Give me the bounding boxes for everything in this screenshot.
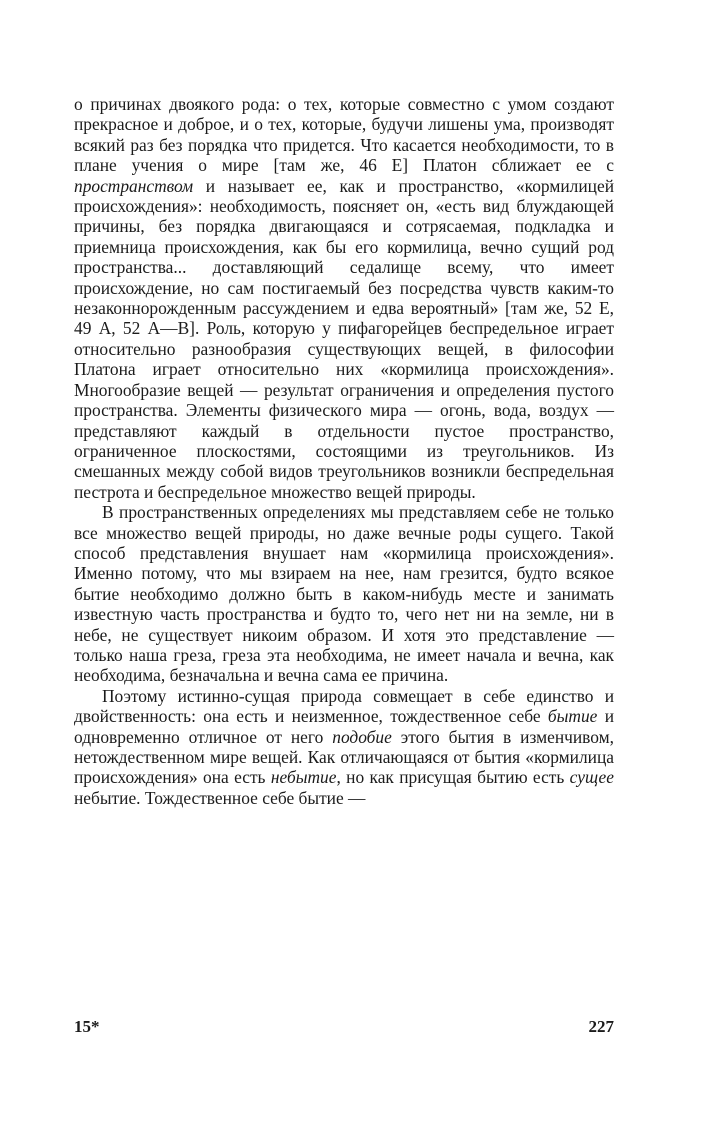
italic-term: сущее (569, 767, 614, 788)
italic-term: небытие (270, 767, 337, 788)
italic-term: бытие (547, 706, 598, 727)
paragraph (74, 502, 614, 686)
page-number: 227 (588, 1017, 614, 1036)
text-segment: этого бытия в изменчивом, нетождественном мире вещей. Как отличающаяся от бытия «кормилица происхождения» она есть (74, 726, 614, 788)
italic-term: пространством (74, 175, 194, 196)
text-segment: В пространственных определениях мы представляем себе не только все множество вещей природы, но даже вечные роды сущего. Такой способ представления внушает нам «кормилица происхождения». Именно потому, что мы взираем на нее, нам грезится, будто всякое бытие необходимо должно быть в каком-нибудь месте и занимать известную часть пространства и будто то, чего нет ни на земле, ни в небе, не существует никоим образом. И хотя это представление — только наша греза, греза эта необходима, не имеет начала и вечна, как необходима, безначальна и вечна сама ее причина. (74, 502, 614, 686)
text-segment: и называет ее, как и пространство, «кормилицей происхождения»: необходимость, поясняет он, «есть вид блуждающей причины, без порядка двигающаяся и сотрясаемая, подкладка и приемница происхождения, как бы его кормилица, вечно сущий род пространства... доставляющий седалище всему, что имеет происхождение, но сам постигаемый без посредства чувств каким-то незаконнорожденным рассуждением и едва вероятный» [там же, 52 Е, 49 А, 52 А—В]. Роль, которую у пифагорейцев беспредельное играет относительно разнообразия существующих вещей, в философии Платона играет относительно них «кормилица происхождения». Многообразие вещей — результат ограничения и определения пустого пространства. Элементы физического мира — огонь, вода, воздух — представляют каждый в отдельности пустое пространство, ограниченное плоскостями, состоящими из треугольников. Из смешанных между собой видов треугольников возникли беспредельная пестрота и беспредельное множество вещей природы. (74, 175, 614, 502)
text-segment: Поэтому истинно-сущая природа совмещает в себе единство и двойственность: она есть и неизменное, тождественное себе (74, 685, 614, 727)
italic-term: подобие (332, 726, 392, 747)
page-body (74, 94, 614, 808)
paragraph (74, 94, 614, 502)
page-footer (74, 1017, 614, 1037)
text-segment: о причинах двоякого рода: о тех, которые совместно с умом создают прекрасное и доброе, и о тех, которые, будучи лишены ума, производят всякий раз без порядка что придется. Что касается необходимости, то в плане учения о мире [там же, 46 Е] Платон сближает ее с (74, 94, 614, 176)
signature-mark: 15* (74, 1017, 100, 1036)
text-segment: и одновременно отличное от него (74, 706, 615, 747)
text-segment: небытие. Тождественное себе бытие — (74, 787, 366, 808)
text-segment: , но как присущая бытию есть (336, 767, 570, 788)
text-flow (74, 94, 614, 808)
paragraph (74, 686, 614, 808)
